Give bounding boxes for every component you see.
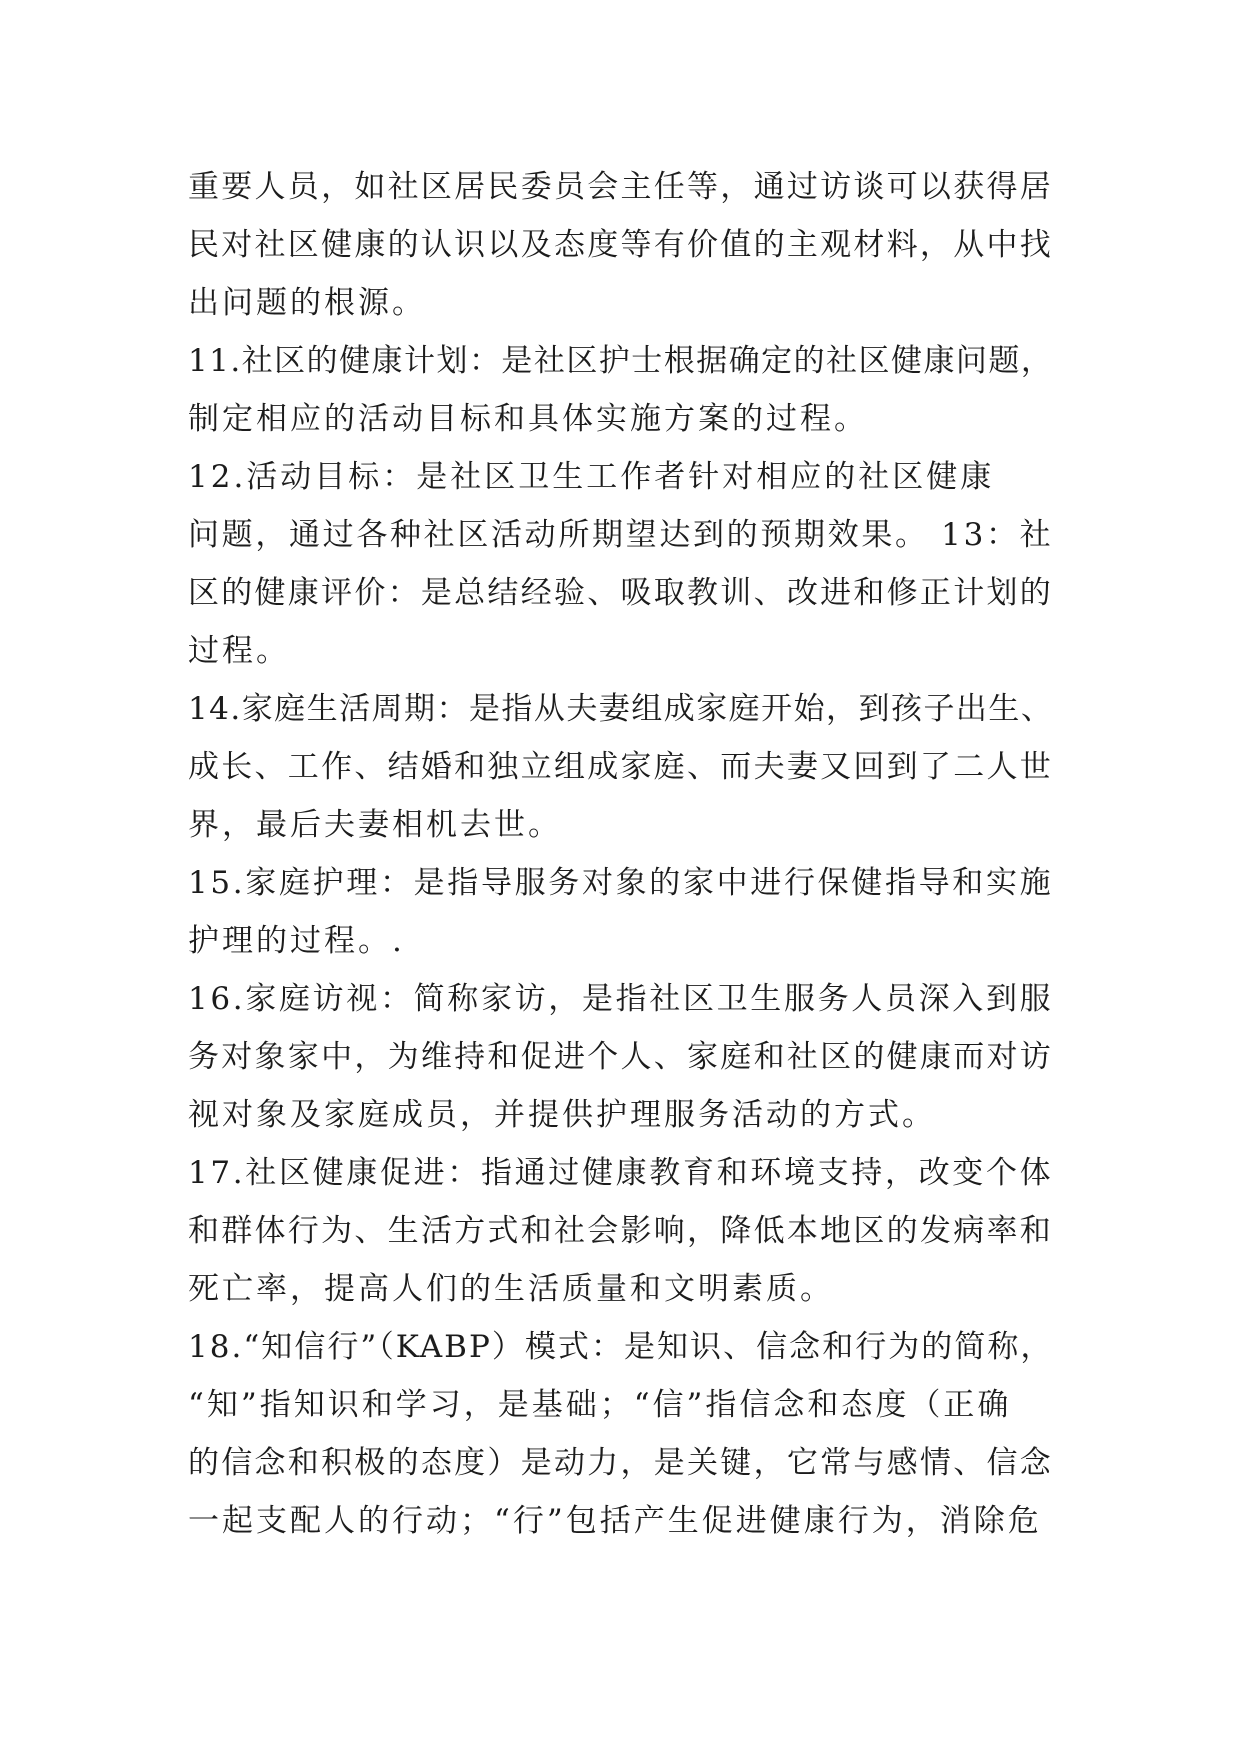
text-line: 11.社区的健康计划：是社区护士根据确定的社区健康问题，	[188, 343, 1054, 379]
text-line: 17.社区健康促进：指通过健康教育和环境支持，改变个体	[188, 1155, 1054, 1191]
text-line: 问题，通过各种社区活动所期望达到的预期效果。 13：社	[188, 517, 1054, 553]
text-line: 15.家庭护理：是指导服务对象的家中进行保健指导和实施	[188, 865, 1054, 901]
text-line: 的信念和积极的态度）是动力，是关键，它常与感情、信念	[188, 1445, 1053, 1481]
text-line: 一起支配人的行动；“行”包括产生促进健康行为，消除危	[188, 1503, 1042, 1539]
text-line: 16.家庭访视：简称家访，是指社区卫生服务人员深入到服	[188, 981, 1054, 1017]
text-line: 死亡率，提高人们的生活质量和文明素质。	[188, 1271, 834, 1307]
text-line: 12.活动目标：是社区卫生工作者针对相应的社区健康	[188, 459, 995, 495]
text-line: 14.家庭生活周期：是指从夫妻组成家庭开始，到孩子出生、	[188, 691, 1054, 727]
text-line: 护理的过程。.	[188, 923, 405, 959]
text-line: 18.“知信行”（KABP）模式：是知识、信念和行为的简称，	[188, 1329, 1054, 1365]
text-line: 制定相应的活动目标和具体实施方案的过程。	[188, 401, 868, 437]
text-line: 成长、工作、结婚和独立组成家庭、而夫妻又回到了二人世	[188, 749, 1053, 785]
text-line: 重要人员，如社区居民委员会主任等，通过访谈可以获得居	[188, 169, 1053, 205]
text-line: 民对社区健康的认识以及态度等有价值的主观材料，从中找	[188, 227, 1053, 263]
text-line: 界，最后夫妻相机去世。	[188, 807, 562, 843]
text-line: 务对象家中，为维持和促进个人、家庭和社区的健康而对访	[188, 1039, 1053, 1075]
text-line: 视对象及家庭成员，并提供护理服务活动的方式。	[188, 1097, 936, 1133]
text-line: “知”指知识和学习，是基础；“信”指信念和态度（正确	[188, 1387, 1012, 1423]
text-line: 和群体行为、生活方式和社会影响，降低本地区的发病率和	[188, 1213, 1053, 1249]
text-line: 区的健康评价：是总结经验、吸取教训、改进和修正计划的	[188, 575, 1053, 611]
text-line: 出问题的根源。	[188, 285, 426, 321]
text-line: 过程。	[188, 633, 290, 669]
